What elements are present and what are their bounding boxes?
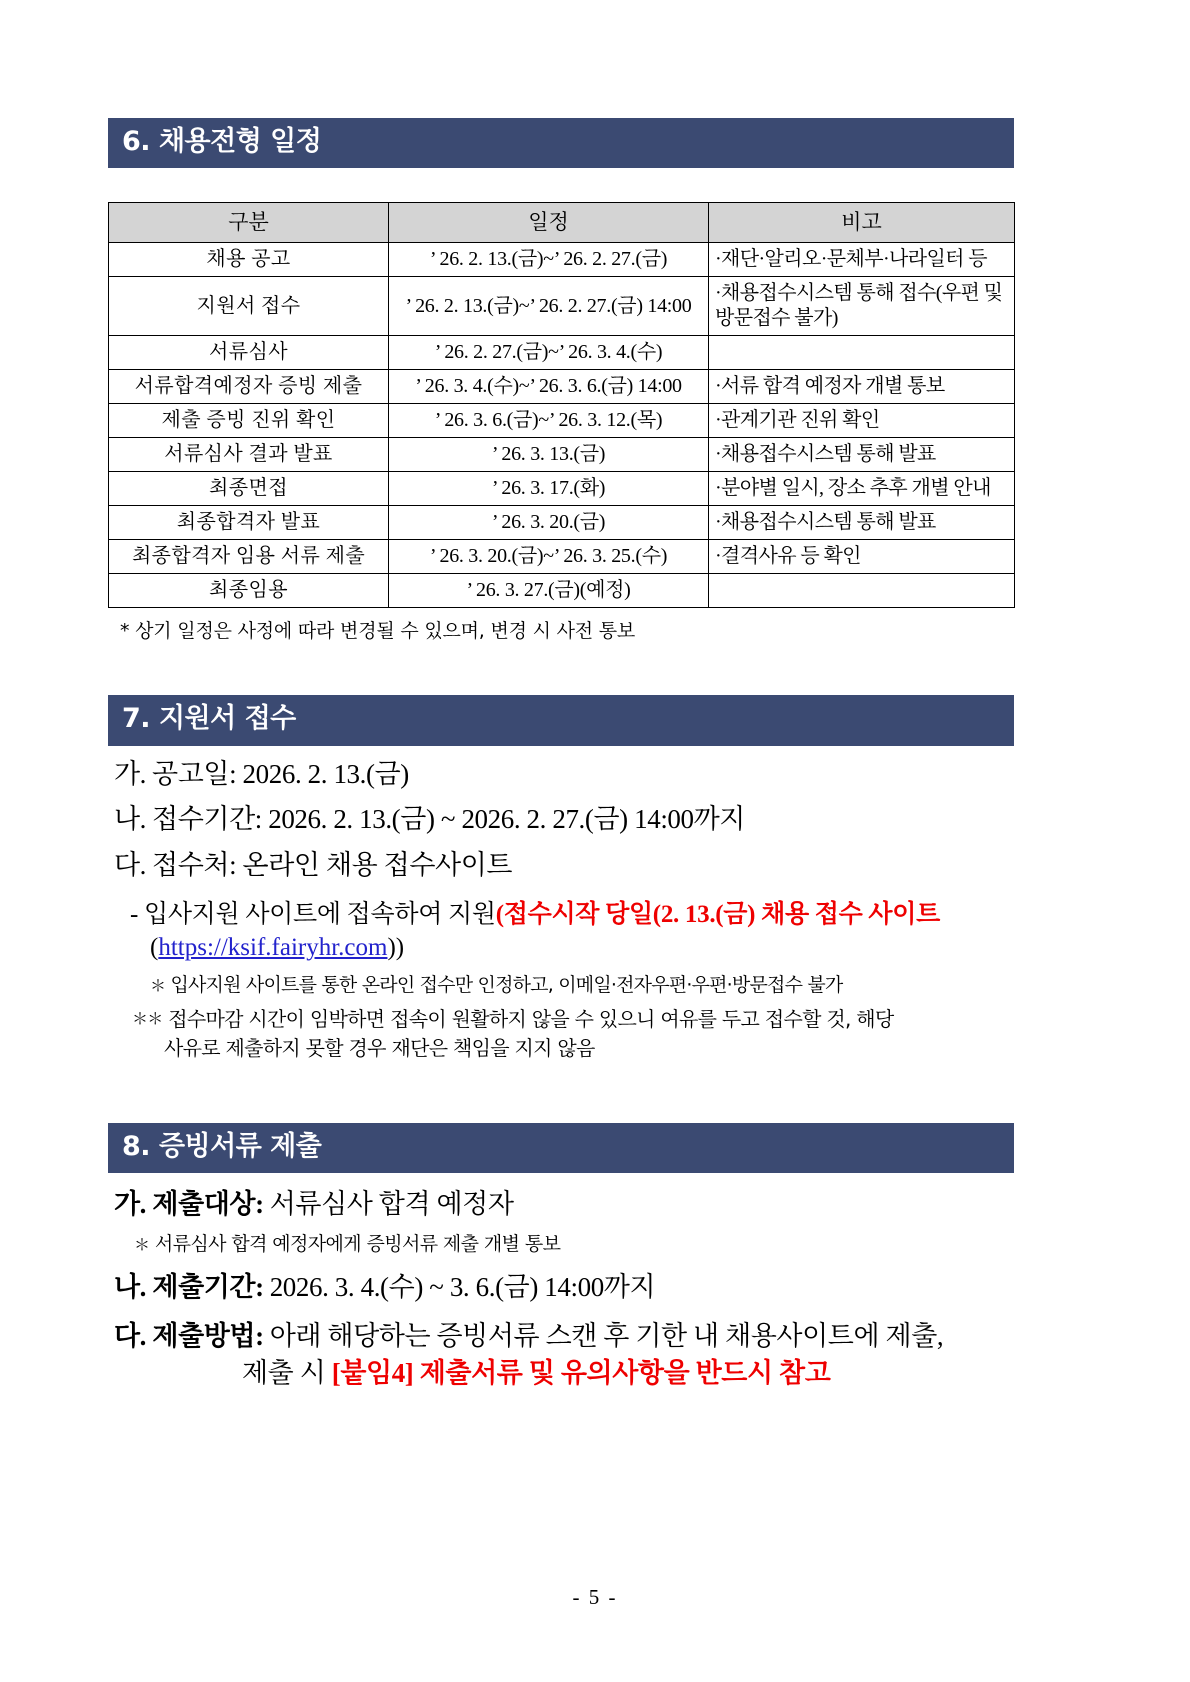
double-star-mark-icon: ＊＊ bbox=[132, 1008, 163, 1028]
section8-item-b-text: 2026. 3. 4.(수) ~ 3. 6.(금) 14:00까지 bbox=[269, 1272, 656, 1303]
cell-gubun: 서류심사 결과 발표 bbox=[109, 438, 389, 472]
section8-item-b bbox=[114, 1270, 1082, 1305]
apply-instruction-prefix: - 입사지원 사이트에 접속하여 지원 bbox=[130, 901, 496, 929]
section7-item-b-text: 접수기간: 2026. 2. 13.(금) ~ 2026. 2. 27.(금) 14:00까지 bbox=[152, 804, 745, 835]
section7-item-a-text: 공고일: 2026. 2. 13.(금) bbox=[152, 758, 409, 789]
section8-item-a-note-text: 서류심사 합격 예정자에게 증빙서류 제출 개별 통보 bbox=[154, 1233, 561, 1256]
cell-iljeong: ’ 26. 3. 17.(화) bbox=[389, 472, 709, 506]
section8-item-c-text: 아래 해당하는 증빙서류 스캔 후 기한 내 채용사이트에 제출, bbox=[269, 1321, 944, 1352]
cell-gubun: 최종합격자 임용 서류 제출 bbox=[109, 540, 389, 574]
star-mark-icon: ＊ bbox=[134, 1235, 150, 1255]
cell-iljeong: ’ 26. 2. 13.(금)~’ 26. 2. 27.(금) bbox=[389, 243, 709, 277]
column-header-bigo: 비고 bbox=[709, 203, 1015, 243]
section8-item-c-line2-highlight: [붙임4] 제출서류 및 유의사항을 반드시 참고 bbox=[331, 1358, 831, 1389]
cell-iljeong: ’ 26. 3. 13.(금) bbox=[389, 438, 709, 472]
section7-item-c bbox=[114, 848, 1082, 883]
cell-bigo: ·채용접수시스템 통해 접수(우편 및 방문접수 불가) bbox=[709, 277, 1015, 336]
section8-item-b-lead: 나. 제출기간: bbox=[114, 1272, 264, 1303]
cell-bigo bbox=[709, 574, 1015, 608]
section8-item-c bbox=[114, 1319, 1082, 1354]
cell-gubun: 최종면접 bbox=[109, 472, 389, 506]
cell-gubun: 서류합격예정자 증빙 제출 bbox=[109, 370, 389, 404]
page-number: - 5 - bbox=[572, 1585, 618, 1609]
cell-bigo: ·관계기관 진위 확인 bbox=[709, 404, 1015, 438]
section7-item-c-text: 접수처: 온라인 채용 접수사이트 bbox=[152, 849, 513, 880]
section8-item-a-note bbox=[134, 1229, 1082, 1256]
url-paren-close: )) bbox=[387, 934, 405, 962]
cell-bigo: ·결격사유 등 확인 bbox=[709, 540, 1015, 574]
section8-item-a-lead: 가. 제출대상: bbox=[114, 1189, 264, 1220]
cell-gubun: 채용 공고 bbox=[109, 243, 389, 277]
section8-item-a bbox=[114, 1187, 1082, 1222]
cell-iljeong: ’ 26. 3. 27.(금)(예정) bbox=[389, 574, 709, 608]
schedule-table-note: * 상기 일정은 사정에 따라 변경될 수 있으며, 변경 시 사전 통보 bbox=[120, 620, 636, 643]
cell-bigo: ·서류 합격 예정자 개별 통보 bbox=[709, 370, 1015, 404]
section-6-header: 6. 채용전형 일정 bbox=[108, 118, 1014, 168]
cell-iljeong: ’ 26. 2. 13.(금)~’ 26. 2. 27.(금) 14:00 bbox=[389, 277, 709, 336]
cell-gubun: 최종임용 bbox=[109, 574, 389, 608]
recruitment-schedule-table bbox=[108, 202, 1015, 608]
section7-item-a bbox=[114, 757, 1082, 792]
cell-gubun: 서류심사 bbox=[109, 336, 389, 370]
section7-note-double-star-text: 접수마감 시간이 임박하면 접속이 원활하지 않을 수 있으니 여유를 두고 접수할 것, 해당 bbox=[168, 1006, 894, 1031]
section7-item-b-lead: 나. bbox=[114, 804, 147, 835]
table-row bbox=[109, 277, 1015, 336]
section7-item-c-lead: 다. bbox=[114, 849, 147, 880]
cell-gubun: 제출 증빙 진위 확인 bbox=[109, 404, 389, 438]
cell-iljeong: ’ 26. 3. 6.(금)~’ 26. 3. 12.(목) bbox=[389, 404, 709, 438]
section8-item-c-line2-prefix: 제출 시 bbox=[242, 1358, 332, 1389]
section8-item-a-text: 서류심사 합격 예정자 bbox=[269, 1189, 514, 1220]
apply-instruction-highlight: (접수시작 당일(2. 13.(금) 채용 접수 사이트 bbox=[495, 901, 940, 929]
cell-iljeong: ’ 26. 3. 20.(금) bbox=[389, 506, 709, 540]
section7-url-line bbox=[150, 931, 1082, 964]
section7-note-double-star bbox=[132, 1005, 1032, 1034]
table-row bbox=[109, 243, 1015, 277]
cell-gubun: 지원서 접수 bbox=[109, 277, 389, 336]
section-8-header: 8. 증빙서류 제출 bbox=[108, 1123, 1014, 1173]
table-row bbox=[109, 540, 1015, 574]
cell-iljeong: ’ 26. 3. 4.(수)~’ 26. 3. 6.(금) 14:00 bbox=[389, 370, 709, 404]
cell-iljeong: ’ 26. 2. 27.(금)~’ 26. 3. 4.(수) bbox=[389, 336, 709, 370]
table-row bbox=[109, 506, 1015, 540]
url-paren-open: ( bbox=[150, 934, 159, 962]
table-row bbox=[109, 336, 1015, 370]
application-site-link[interactable]: https://ksif.fairyhr.com bbox=[158, 934, 388, 962]
section7-note-double-star-line2: 사유로 제출하지 못할 경우 재단은 책임을 지지 않음 bbox=[164, 1035, 595, 1060]
cell-iljeong: ’ 26. 3. 20.(금)~’ 26. 3. 25.(수) bbox=[389, 540, 709, 574]
section7-item-b bbox=[114, 802, 1082, 837]
cell-bigo: ·채용접수시스템 통해 발표 bbox=[709, 438, 1015, 472]
column-header-iljeong: 일정 bbox=[389, 203, 709, 243]
cell-gubun: 최종합격자 발표 bbox=[109, 506, 389, 540]
cell-bigo bbox=[709, 336, 1015, 370]
star-mark-icon: ＊ bbox=[150, 976, 166, 996]
table-header-row bbox=[109, 203, 1015, 243]
section8-item-c-line2 bbox=[242, 1356, 1082, 1391]
section7-note-single-star-text: 입사지원 사이트를 통한 온라인 접수만 인정하고, 이메일·전자우편·우편·방문접수 불가 bbox=[170, 974, 843, 997]
table-row bbox=[109, 438, 1015, 472]
section8-item-c-lead: 다. 제출방법: bbox=[114, 1321, 264, 1352]
cell-bigo: ·분야별 일시, 장소 추후 개별 안내 bbox=[709, 472, 1015, 506]
section7-note-single-star bbox=[150, 972, 1082, 999]
cell-bigo: ·채용접수시스템 통해 발표 bbox=[709, 506, 1015, 540]
table-row bbox=[109, 574, 1015, 608]
section7-apply-instruction bbox=[130, 898, 1082, 931]
section7-item-a-lead: 가. bbox=[114, 758, 147, 789]
table-row bbox=[109, 370, 1015, 404]
cell-bigo: ·재단·알리오·문체부·나라일터 등 bbox=[709, 243, 1015, 277]
section-7-header: 7. 지원서 접수 bbox=[108, 695, 1014, 745]
table-row bbox=[109, 472, 1015, 506]
table-row bbox=[109, 404, 1015, 438]
column-header-gubun: 구분 bbox=[109, 203, 389, 243]
